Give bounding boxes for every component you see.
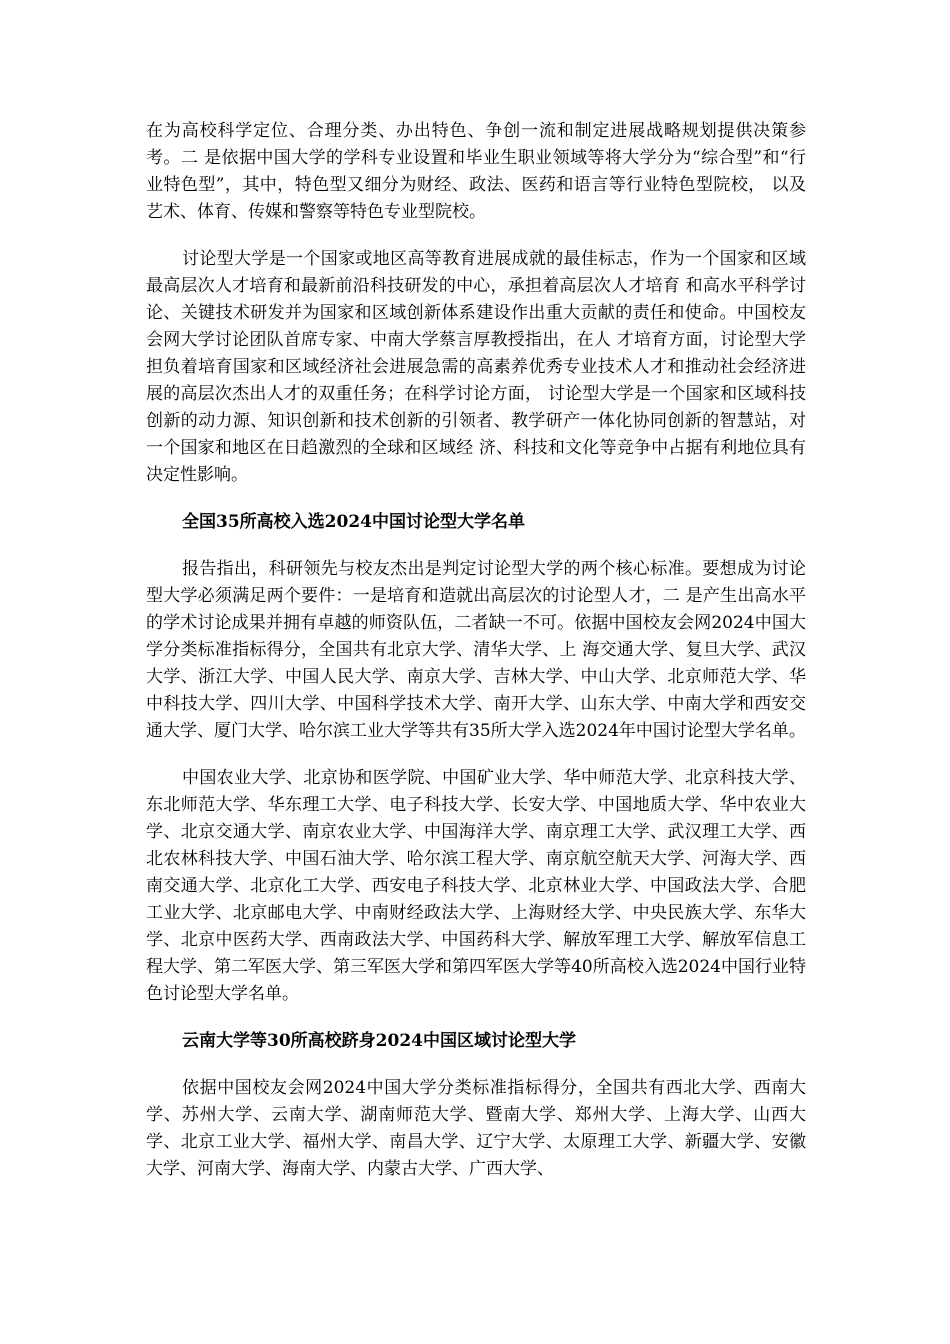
paragraph-intro: 在为高校科学定位、合理分类、办出特色、争创一流和制定进展战略规划提供决策参考。二 是依据中国大学的学科专业设置和毕业生职业领域等将大学分为“综合型”和“行业特色型”，其中，特色型又细分为财经、政法、医药和语言等行业特色型院校， 以及艺术、体育、传媒和警察等特色专业型院校。 xyxy=(146,121,806,222)
paragraph-research-university-definition: 讨论型大学是一个国家或地区高等教育进展成就的最佳标志，作为一个国家和区域最高层次人才培育和最新前沿科技研发的中心，承担着高层次人才培育 和高水平科学讨论、关键技术研发并为国家和区域创新体系建设作出重大贡献的责任和使命。中国校友会网大学讨论团队首席专家、中南大学蔡言厚教授指出，在人 才培育方面，讨论型大学担负着培育国家和区域经济社会进展急需的高素养优秀专业技术人才和推动社会经济进展的高层次杰出人才的双重任务；在科学讨论方面， 讨论型大学是一个国家和区域科技创新的动力源、知识创新和技术创新的引领者、教学研产一体化协同创新的智慧站，对一个国家和地区在日趋激烈的全球和区域经 济、科技和文化等竞争中占据有利地位具有决定性影响。 xyxy=(146,249,806,485)
section-heading-regional: 云南大学等30所高校跻身2024中国区域讨论型大学 xyxy=(182,1031,576,1051)
section-heading-national: 全国35所高校入选2024中国讨论型大学名单 xyxy=(182,512,525,532)
paragraph-industry-list: 中国农业大学、北京协和医学院、中国矿业大学、华中师范大学、北京科技大学、东北师范大学、华东理工大学、电子科技大学、长安大学、中国地质大学、华中农业大学、北京交通大学、南京农业大学、中国海洋大学、南京理工大学、武汉理工大学、西北农林科技大学、中国石油大学、哈尔滨工程大学、南京航空航天大学、河海大学、西南交通大学、北京化工大学、西安电子科技大学、北京林业大学、中国政法大学、合肥工业大学、北京邮电大学、中南财经政法大学、上海财经大学、中央民族大学、东华大学、北京中医药大学、西南政法大学、中国药科大学、解放军理工大学、解放军信息工程大学、第二军医大学、第三军医大学和第四军医大学等40所高校入选2024中国行业特色讨论型大学名单。 xyxy=(146,768,806,1004)
paragraph-regional-list: 依据中国校友会网2024中国大学分类标准指标得分，全国共有西北大学、西南大学、苏州大学、云南大学、湖南师范大学、暨南大学、郑州大学、上海大学、山西大学、北京工业大学、福州大学、南昌大学、辽宁大学、太原理工大学、新疆大学、安徽大学、河南大学、海南大学、内蒙古大学、广西大学、 xyxy=(146,1078,806,1179)
document-page xyxy=(146,118,806,1203)
paragraph-national-list: 报告指出，科研领先与校友杰出是判定讨论型大学的两个核心标准。要想成为讨论型大学必须满足两个要件：一是培育和造就出高层次的讨论型人才，二 是产生出高水平的学术讨论成果并拥有卓越的师资队伍，二者缺一不可。依据中国校友会网2024中国大学分类标准指标得分，全国共有北京大学、清华大学、上 海交通大学、复旦大学、武汉大学、浙江大学、中国人民大学、南京大学、吉林大学、中山大学、北京师范大学、华中科技大学、四川大学、中国科学技术大学、南开大学、山东大学、中南大学和西安交通大学、厦门大学、哈尔滨工业大学等共有35所大学入选2024年中国讨论型大学名单。 xyxy=(146,559,806,741)
